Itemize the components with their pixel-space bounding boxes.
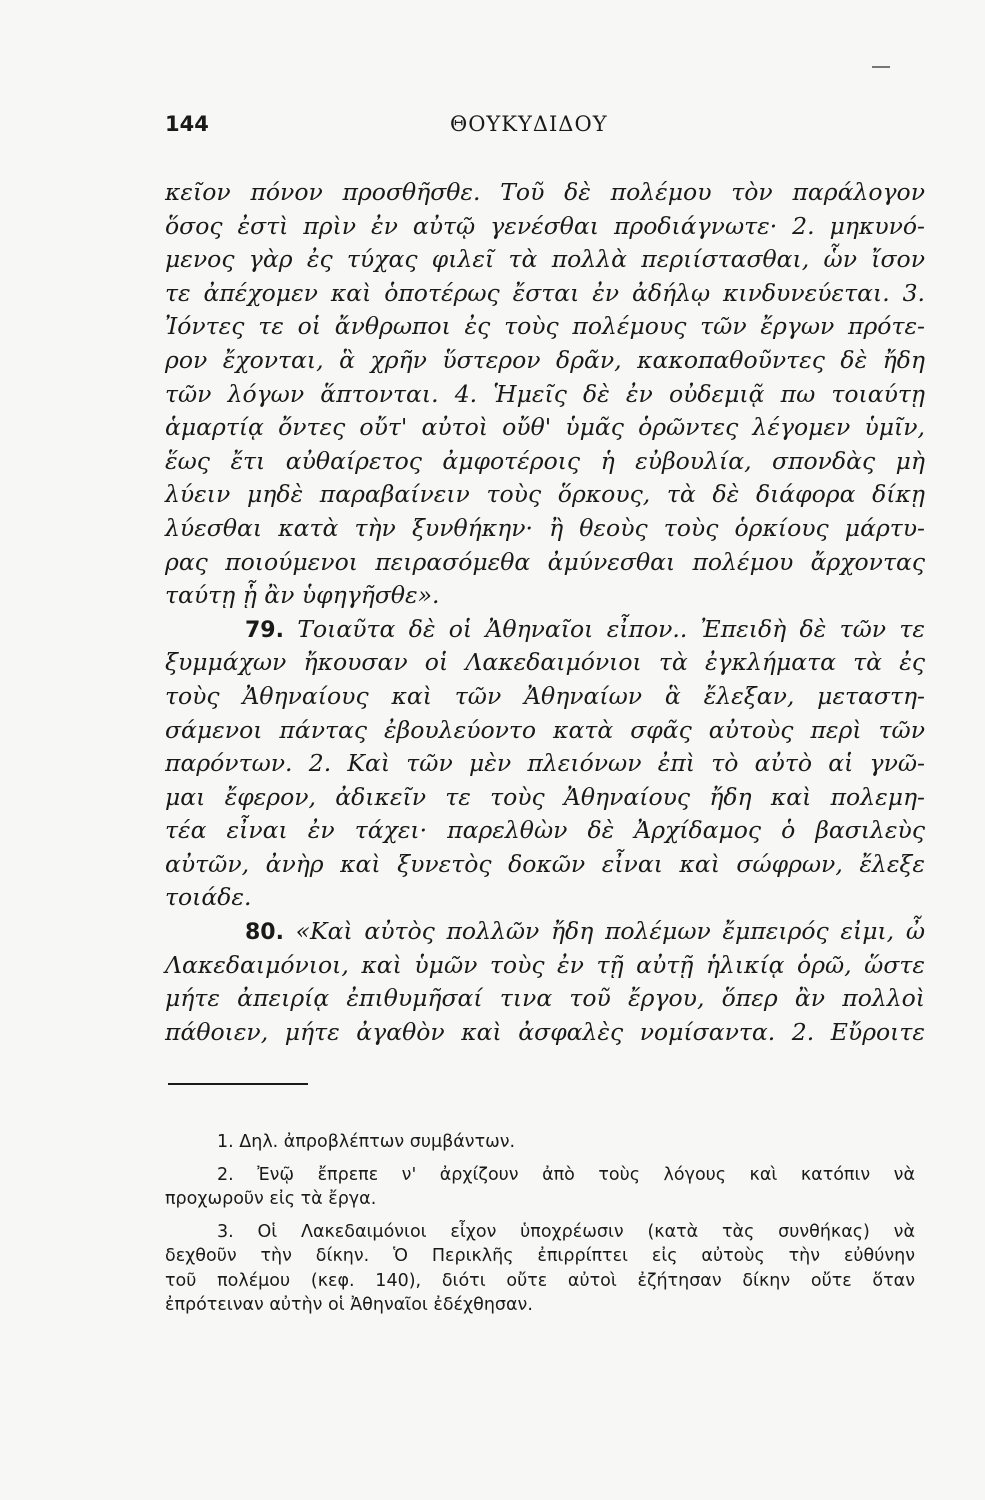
text-line: ὅσος ἐστὶ πρὶν ἐν αὐτῷ γενέσθαι προδιάγνωτε· 2. μηκυνό-	[165, 211, 925, 240]
chapter-80-first-line	[165, 915, 925, 949]
footnote-1: 1. Δηλ. ἀπροβλέπτων συμβάντων.	[217, 1132, 516, 1152]
text-line: Ἰόντες τε οἱ ἄνθρωποι ἐς τοὺς πολέμους τῶν ἔργων πρότε-	[165, 312, 925, 341]
text-line: μενος γὰρ ἐς τύχας φιλεῖ τὰ πολλὰ περιίστασθαι, ὧν ἴσον	[165, 245, 925, 274]
text-line: τοὺς Ἀθηναίους καὶ τῶν Ἀθηναίων ἃ ἔλεξαν, μεταστη-	[165, 681, 925, 710]
text-line: τοιάδε.	[165, 883, 252, 912]
text-line: ξυμμάχων ἤκουσαν οἱ Λακεδαιμόνιοι τὰ ἐγκλήματα τὰ ἐς	[165, 648, 925, 677]
text-line: πάθοιεν, μήτε ἀγαθὸν καὶ ἀσφαλὲς νομίσαντα. 2. Εὔροιτε	[165, 1017, 925, 1046]
text-line: ταύτῃ ᾗ ἂν ὑφηγῆσθε».	[165, 581, 440, 610]
text-line: αὐτῶν, ἀνὴρ καὶ ξυνετὸς δοκῶν εἶναι καὶ σώφρων, ἔλεξε	[165, 849, 925, 878]
footnote-2-line: 2. Ἐνῷ ἔπρεπε ν' ἀρχίζουν ἀπὸ τοὺς λόγους καὶ κατόπιν νὰ	[217, 1164, 915, 1185]
text-line: μήτε ἀπειρίᾳ ἐπιθυμῆσαί τινα τοῦ ἔργου, ὅπερ ἂν πολλοὶ	[165, 984, 925, 1013]
chapter-79-text: Τοιαῦτα δὲ οἱ Ἀθηναῖοι εἶπον.. Ἐπειδὴ δὲ τῶν τε	[297, 614, 925, 643]
margin-mark	[872, 66, 890, 68]
text-line: ρας ποιούμενοι πειρασόμεθα ἀμύνεσθαι πολέμου ἄρχοντας	[165, 547, 925, 576]
chapter-79-first-line	[165, 613, 925, 647]
main-text	[165, 176, 925, 1049]
footnote-separator	[168, 1083, 308, 1085]
chapter-80-text: «Καὶ αὐτὸς πολλῶν ἤδη πολέμων ἔμπειρός εἰμι, ὦ	[295, 917, 925, 946]
text-line: ρον ἔχονται, ἃ χρῆν ὕστερον δρᾶν, κακοπαθοῦντες δὲ ἤδη	[165, 345, 925, 374]
footnote-3-line: ἐπρότειναν αὐτὴν οἱ Ἀθηναῖοι ἐδέχθησαν.	[165, 1295, 533, 1315]
text-line: ἁμαρτίᾳ ὄντες οὔτ' αὐτοὶ οὔθ' ὑμᾶς ὁρῶντες λέγομεν ὑμῖν,	[165, 413, 925, 442]
text-line: λύεσθαι κατὰ τὴν ξυνθήκην· ἢ θεοὺς τοὺς ὁρκίους μάρτυ-	[165, 513, 925, 542]
text-line: μαι ἔφερον, ἀδικεῖν τε τοὺς Ἀθηναίους ἤδη καὶ πολεμη-	[165, 782, 925, 811]
text-line: παρόντων. 2. Καὶ τῶν μὲν πλειόνων ἐπὶ τὸ αὐτὸ αἱ γνῶ-	[165, 749, 925, 778]
text-line: τέα εἶναι ἐν τάχει· παρελθὼν δὲ Ἀρχίδαμος ὁ βασιλεὺς	[165, 816, 925, 845]
footnote-3-line: 3. Οἱ Λακεδαιμόνιοι εἶχον ὑποχρέωσιν (κατὰ τὰς συνθήκας) νὰ	[217, 1221, 915, 1242]
page-number: 144	[165, 112, 209, 136]
text-line: τε ἀπέχομεν καὶ ὁποτέρως ἔσται ἐν ἀδήλῳ κινδυνεύεται. 3.	[165, 278, 925, 307]
page-header	[165, 112, 925, 152]
footnote-3-line: δεχθοῦν τὴν δίκην. Ὁ Περικλῆς ἐπιρρίπτει εἰς αὐτοὺς τὴν εὐθύνην	[165, 1246, 915, 1266]
text-line: Λακεδαιμόνιοι, καὶ ὑμῶν τοὺς ἐν τῇ αὐτῇ ἡλικίᾳ ὁρῶ, ὥστε	[165, 950, 925, 979]
footnotes	[165, 1130, 915, 1318]
chapter-number-79: 79.	[245, 617, 284, 643]
chapter-number-80: 80.	[245, 920, 284, 946]
text-line: λύειν μηδὲ παραβαίνειν τοὺς ὅρκους, τὰ δὲ διάφορα δίκῃ	[165, 480, 925, 509]
text-line: κεῖον πόνον προσθῆσθε. Τοῦ δὲ πολέμου τὸν παράλογον	[165, 178, 925, 206]
running-title: ΘΟΥΚΥΔΙΔΟΥ	[450, 112, 608, 136]
footnote-3-line: τοῦ πολέμου (κεφ. 140), διότι οὔτε αὐτοὶ ἐζήτησαν δίκην οὔτε ὅταν	[165, 1270, 915, 1291]
footnote-2-line: προχωροῦν εἰς τὰ ἔργα.	[165, 1189, 377, 1209]
text-line: τῶν λόγων ἅπτονται. 4. Ἡμεῖς δὲ ἐν οὐδεμιᾷ πω τοιαύτῃ	[165, 379, 925, 408]
text-line: ἕως ἔτι αὐθαίρετος ἀμφοτέροις ἡ εὐβουλία, σπονδὰς μὴ	[165, 446, 925, 475]
text-line: σάμενοι πάντας ἐβουλεύοντο κατὰ σφᾶς αὐτοὺς περὶ τῶν	[165, 715, 925, 744]
